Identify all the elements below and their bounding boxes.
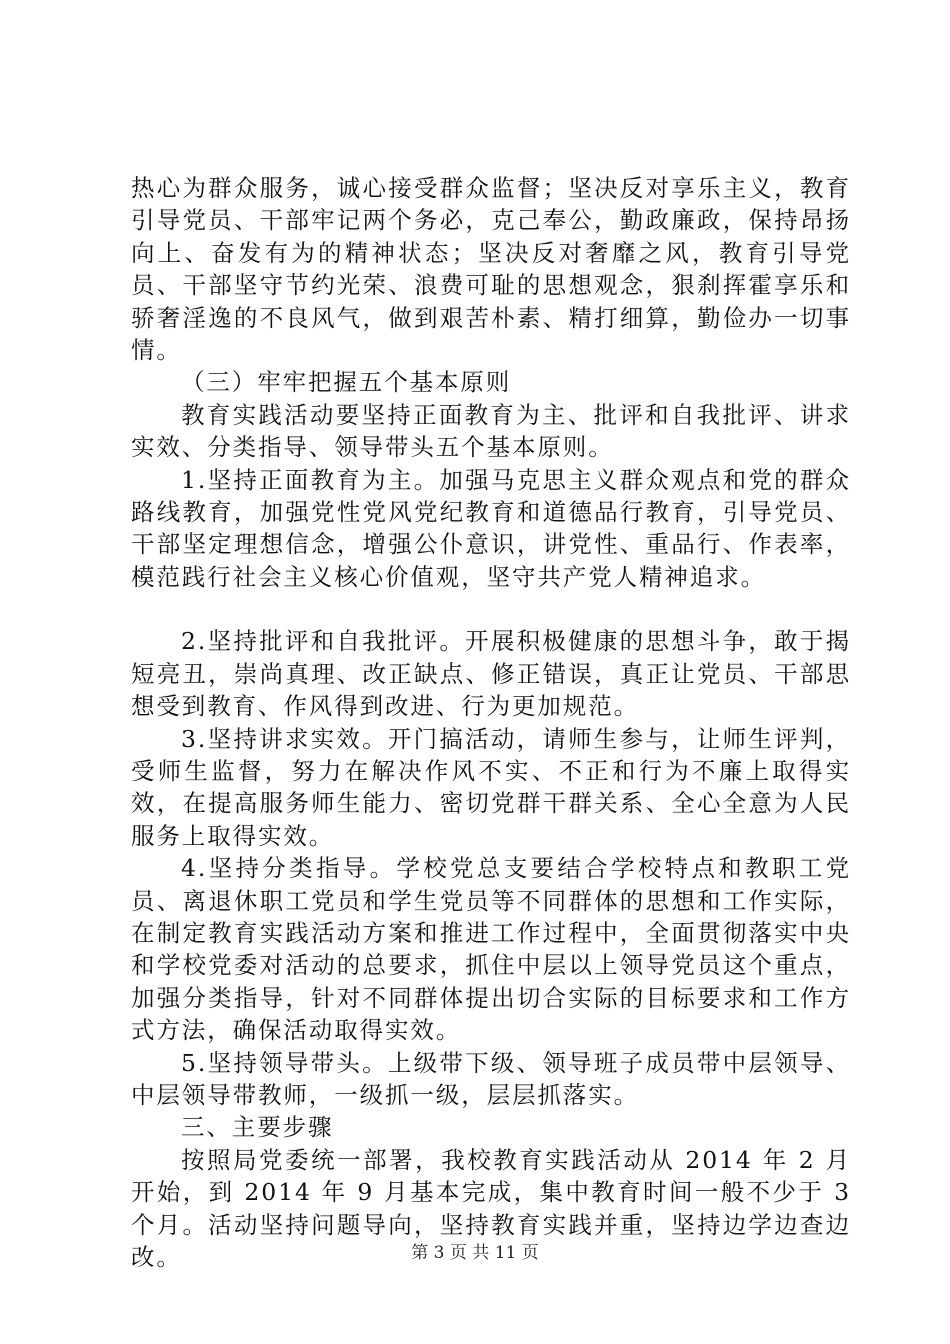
subheading-five-principles: （三）牢牢把握五个基本原则 bbox=[181, 368, 512, 397]
paragraph-principle-3: 3.坚持讲求实效。开门搞活动，请师生参与，让师生评判，受师生监督，努力在解决作风不实、不正和行为不廉上取得实效，在提高服务师生能力、密切党群干群关系、全心全意为人民服务上取得实效。 bbox=[131, 724, 851, 850]
paragraph-principle-2: 2.坚持批评和自我批评。开展积极健康的思想斗争，敢于揭短亮丑，崇尚真理、改正缺点、修正错误，真正让党员、干部思想受到教育、作风得到改进、行为更加规范。 bbox=[131, 627, 851, 721]
paragraph-principle-1: 1.坚持正面教育为主。加强马克思主义群众观点和党的群众路线教育，加强党性党风党纪教育和道德品行教育，引导党员、干部坚定理想信念，增强公仆意识，讲党性、重品行、作表率，模范践行社会主义核心价值观，坚守共产党人精神追求。 bbox=[131, 465, 851, 591]
page-number-footer: 第 3 页 共 11 页 bbox=[411, 1243, 539, 1263]
paragraph-principle-4: 4.坚持分类指导。学校党总支要结合学校特点和教职工党员、离退休职工党员和学生党员等不同群体的思想和工作实际，在制定教育实践活动方案和推进工作过程中，全面贯彻落实中央和学校党委对活动的总要求，抓住中层以上领导党员这个重点，加强分类指导，针对不同群体提出切合实际的目标要求和工作方式方法，确保活动取得实效。 bbox=[131, 854, 851, 1045]
paragraph-steps-intro: 按照局党委统一部署，我校教育实践活动从 2014 年 2 月开始，到 2014 年 9 月基本完成，集中教育时间一般不少于 3 个月。活动坚持问题导向，坚持教育实践并重，坚持边学边查边改。 bbox=[131, 1145, 851, 1271]
section-heading-main-steps: 三、主要步骤 bbox=[181, 1113, 334, 1142]
paragraph-principles-intro: 教育实践活动要坚持正面教育为主、批评和自我批评、讲求实效、分类指导、领导带头五个基本原则。 bbox=[131, 400, 851, 462]
document-body bbox=[131, 172, 851, 1273]
paragraph-principle-5: 5.坚持领导带头。上级带下级、领导班子成员带中层领导、中层领导带教师，一级抓一级，层层抓落实。 bbox=[131, 1048, 851, 1109]
paragraph-continuation: 热心为群众服务，诚心接受群众监督；坚决反对享乐主义，教育引导党员、干部牢记两个务必，克己奉公，勤政廉政，保持昂扬向上、奋发有为的精神状态；坚决反对奢靡之风，教育引导党员、干部坚守节约光荣、浪费可耻的思想观念，狠刹挥霍享乐和骄奢淫逸的不良风气，做到艰苦朴素、精打细算，勤俭办一切事情。 bbox=[131, 174, 851, 365]
